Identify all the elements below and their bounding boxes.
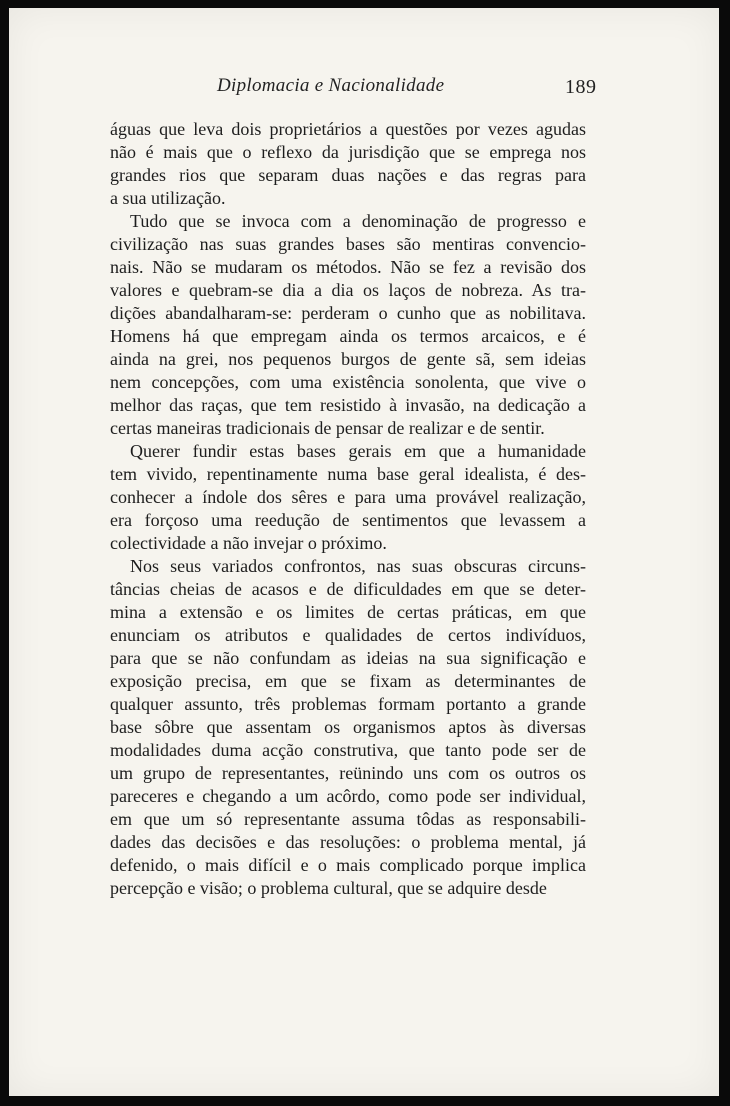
text-line: dições abandalharam-se: perderam o cunho que as nobilitava. [110,303,586,323]
page-header [9,75,719,103]
text-line: a sua utilização. [110,188,226,208]
text-line: Querer fundir estas bases gerais em que a humanidade [130,441,586,461]
text-line: dades das decisões e das resoluções: o problema mental, já [110,832,586,852]
text-line: pareceres e chegando a um acôrdo, como pode ser individual, [110,786,586,806]
text-line: nem concepções, com uma existência sonolenta, que vive o [110,372,586,392]
body-text [110,118,586,900]
text-line: grandes rios que separam duas nações e das regras para [110,165,586,185]
text-line: qualquer assunto, três problemas formam portanto a grande [110,694,586,714]
text-line: para que se não confundam as ideias na sua significação e [110,648,586,668]
text-line: colectividade a não invejar o próximo. [110,533,387,553]
book-page [9,8,719,1096]
paragraph [110,555,586,900]
text-line: tem vivido, repentinamente numa base geral idealista, é des- [110,464,586,484]
text-line: Homens há que empregam ainda os termos arcaicos, e é [110,326,586,346]
text-line: águas que leva dois proprietários a questões por vezes agudas [110,119,586,139]
text-line: percepção e visão; o problema cultural, que se adquire desde [110,878,547,898]
text-line: Tudo que se invoca com a denominação de progresso e [130,211,586,231]
text-line: base sôbre que assentam os organismos aptos às diversas [110,717,586,737]
text-line: nais. Não se mudaram os métodos. Não se fez a revisão dos [110,257,586,277]
text-line: valores e quebram-se dia a dia os laços de nobreza. As tra- [110,280,586,300]
paragraph [110,118,586,210]
text-line: mina a extensão e os limites de certas práticas, em que [110,602,586,622]
text-line: melhor das raças, que tem resistido à invasão, na dedicação a [110,395,586,415]
text-line: conhecer a índole dos sêres e para uma provável realização, [110,487,586,507]
text-line: não é mais que o reflexo da jurisdição que se emprega nos [110,142,586,162]
paragraph [110,440,586,555]
text-line: exposição precisa, em que se fixam as determinantes de [110,671,586,691]
text-line: tâncias cheias de acasos e de dificuldades em que se deter- [110,579,586,599]
text-line: certas maneiras tradicionais de pensar de realizar e de sentir. [110,418,545,438]
running-title: Diplomacia e Nacionalidade [217,75,445,96]
page-number: 189 [565,76,597,98]
text-line: um grupo de representantes, reünindo uns com os outros os [110,763,586,783]
text-line: defenido, o mais difícil e o mais complicado porque implica [110,855,586,875]
text-line: civilização nas suas grandes bases são mentiras convencio- [110,234,586,254]
text-line: ainda na grei, nos pequenos burgos de gente sã, sem ideias [110,349,586,369]
text-line: em que um só representante assuma tôdas as responsabili- [110,809,586,829]
text-line: modalidades duma acção construtiva, que tanto pode ser de [110,740,586,760]
text-line: enunciam os atributos e qualidades de certos indivíduos, [110,625,586,645]
text-line: era forçoso uma reedução de sentimentos que levassem a [110,510,586,530]
paragraph [110,210,586,440]
text-line: Nos seus variados confrontos, nas suas obscuras circuns- [130,556,586,576]
